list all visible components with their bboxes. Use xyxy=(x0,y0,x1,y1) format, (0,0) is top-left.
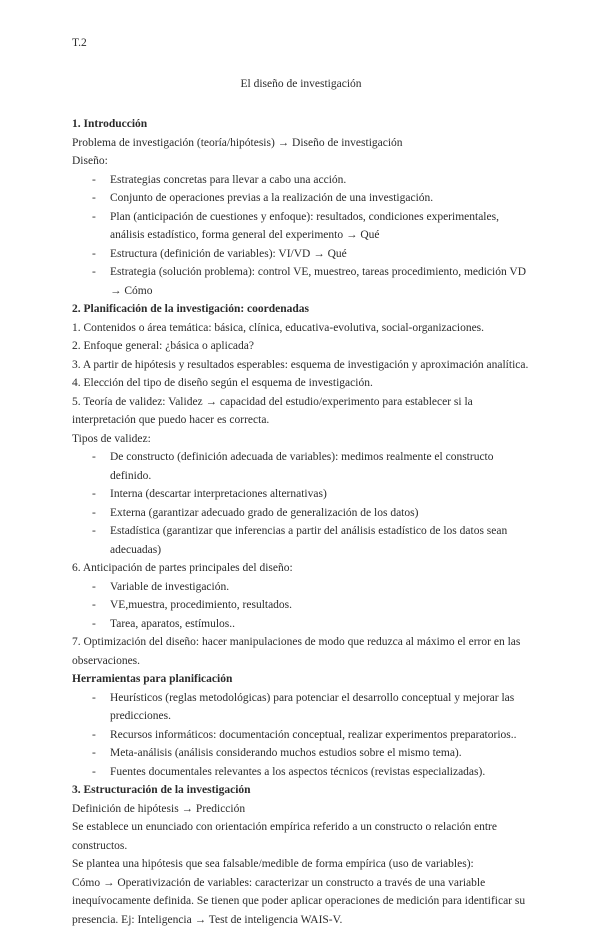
section-2-parts-list xyxy=(72,578,530,634)
list-item xyxy=(72,448,530,485)
section-2-validity-list xyxy=(72,448,530,559)
section-3-line-4: Cómo → Operativización de variables: caracterizar un constructo a través de una variable inequívocamente definida. Se tienen que poder aplicar operaciones de medición para identificar su presencia. Ej: Inteligencia → Test de inteligencia WAIS-V. xyxy=(72,874,530,929)
subsection-heading-herramientas: Herramientas para planificación xyxy=(72,670,530,689)
list-item xyxy=(72,522,530,559)
list-item xyxy=(72,578,530,597)
list-item xyxy=(72,263,530,300)
section-2-line-5: 5. Teoría de validez: Validez → capacidad del estudio/experimento para establecer si la interpretación que puedo hacer es correcta. xyxy=(72,393,530,430)
list-item xyxy=(72,171,530,190)
section-2-line-4: 4. Elección del tipo de diseño según el esquema de investigación. xyxy=(72,374,530,393)
bullet-marker-icon: - xyxy=(92,189,96,208)
section-2-line-6: Tipos de validez: xyxy=(72,430,530,449)
section-introduccion xyxy=(72,115,530,300)
list-item xyxy=(72,689,530,726)
list-item-text: Plan (anticipación de cuestiones y enfoque): resultados, condiciones experimentales, análisis estadístico, forma general del experimento → Qué xyxy=(110,211,499,242)
list-item xyxy=(72,726,530,745)
page-title: El diseño de investigación xyxy=(72,75,530,94)
list-item xyxy=(72,245,530,264)
section-estructuracion xyxy=(72,781,530,929)
list-item xyxy=(72,615,530,634)
bullet-marker-icon: - xyxy=(92,596,96,615)
bullet-marker-icon: - xyxy=(92,744,96,763)
section-2-line-7: 6. Anticipación de partes principales del diseño: xyxy=(72,559,530,578)
list-item-text: Tarea, aparatos, estímulos.. xyxy=(110,618,235,630)
list-item-text: Conjunto de operaciones previas a la realización de una investigación. xyxy=(110,192,433,204)
list-item-text: Meta-análisis (análisis considerando muchos estudios sobre el mismo tema). xyxy=(110,747,462,759)
list-item xyxy=(72,208,530,245)
list-item-text: Estructura (definición de variables): VI/VD → Qué xyxy=(110,248,347,260)
list-item xyxy=(72,596,530,615)
list-item-text: Fuentes documentales relevantes a los aspectos técnicos (revistas especializadas). xyxy=(110,766,485,778)
bullet-marker-icon: - xyxy=(92,689,96,708)
bullet-marker-icon: - xyxy=(92,485,96,504)
bullet-marker-icon: - xyxy=(92,726,96,745)
bullet-marker-icon: - xyxy=(92,245,96,264)
bullet-marker-icon: - xyxy=(92,448,96,467)
section-2-tools-list xyxy=(72,689,530,782)
bullet-marker-icon: - xyxy=(92,171,96,190)
list-item-text: Estrategias concretas para llevar a cabo una acción. xyxy=(110,174,346,186)
section-heading-1: 1. Introducción xyxy=(72,115,530,134)
list-item xyxy=(72,189,530,208)
section-1-line-2: Diseño: xyxy=(72,152,530,171)
section-3-line-3: Se plantea una hipótesis que sea falsable/medible de forma empírica (uso de variables): xyxy=(72,855,530,874)
section-heading-3: 3. Estructuración de la investigación xyxy=(72,781,530,800)
list-item-text: Recursos informáticos: documentación conceptual, realizar experimentos preparatorios.. xyxy=(110,729,517,741)
bullet-marker-icon: - xyxy=(92,208,96,227)
section-2-line-2: 2. Enfoque general: ¿básica o aplicada? xyxy=(72,337,530,356)
list-item-text: Estrategia (solución problema): control VE, muestreo, tareas procedimiento, medición VD → Cómo xyxy=(110,266,526,297)
bullet-marker-icon: - xyxy=(92,504,96,523)
list-item-text: Interna (descartar interpretaciones alternativas) xyxy=(110,488,327,500)
section-planificacion xyxy=(72,300,530,781)
section-2-line-1: 1. Contenidos o área temática: básica, clínica, educativa-evolutiva, social-organizaciones. xyxy=(72,319,530,338)
section-2-line-3: 3. A partir de hipótesis y resultados esperables: esquema de investigación y aproximación analítica. xyxy=(72,356,530,375)
list-item xyxy=(72,504,530,523)
list-item-text: Heurísticos (reglas metodológicas) para potenciar el desarrollo conceptual y mejorar las predicciones. xyxy=(110,692,514,723)
bullet-marker-icon: - xyxy=(92,263,96,282)
list-item-text: Estadística (garantizar que inferencias a partir del análisis estadístico de los datos sean adecuadas) xyxy=(110,525,507,556)
list-item-text: Externa (garantizar adecuado grado de generalización de los datos) xyxy=(110,507,418,519)
bullet-marker-icon: - xyxy=(92,578,96,597)
section-1-line-1: Problema de investigación (teoría/hipótesis) → Diseño de investigación xyxy=(72,134,530,153)
section-1-bullet-list xyxy=(72,171,530,301)
section-3-line-1: Definición de hipótesis → Predicción xyxy=(72,800,530,819)
document-code: T.2 xyxy=(72,34,530,53)
list-item-text: VE,muestra, procedimiento, resultados. xyxy=(110,599,292,611)
section-heading-2: 2. Planificación de la investigación: coordenadas xyxy=(72,300,530,319)
section-3-line-2: Se establece un enunciado con orientación empírica referido a un constructo o relación entre constructos. xyxy=(72,818,530,855)
bullet-marker-icon: - xyxy=(92,763,96,782)
section-2-line-8: 7. Optimización del diseño: hacer manipulaciones de modo que reduzca al máximo el error en las observaciones. xyxy=(72,633,530,670)
list-item xyxy=(72,744,530,763)
list-item xyxy=(72,763,530,782)
list-item-text: Variable de investigación. xyxy=(110,581,229,593)
list-item xyxy=(72,485,530,504)
list-item-text: De constructo (definición adecuada de variables): medimos realmente el constructo definido. xyxy=(110,451,494,482)
bullet-marker-icon: - xyxy=(92,522,96,541)
bullet-marker-icon: - xyxy=(92,615,96,634)
